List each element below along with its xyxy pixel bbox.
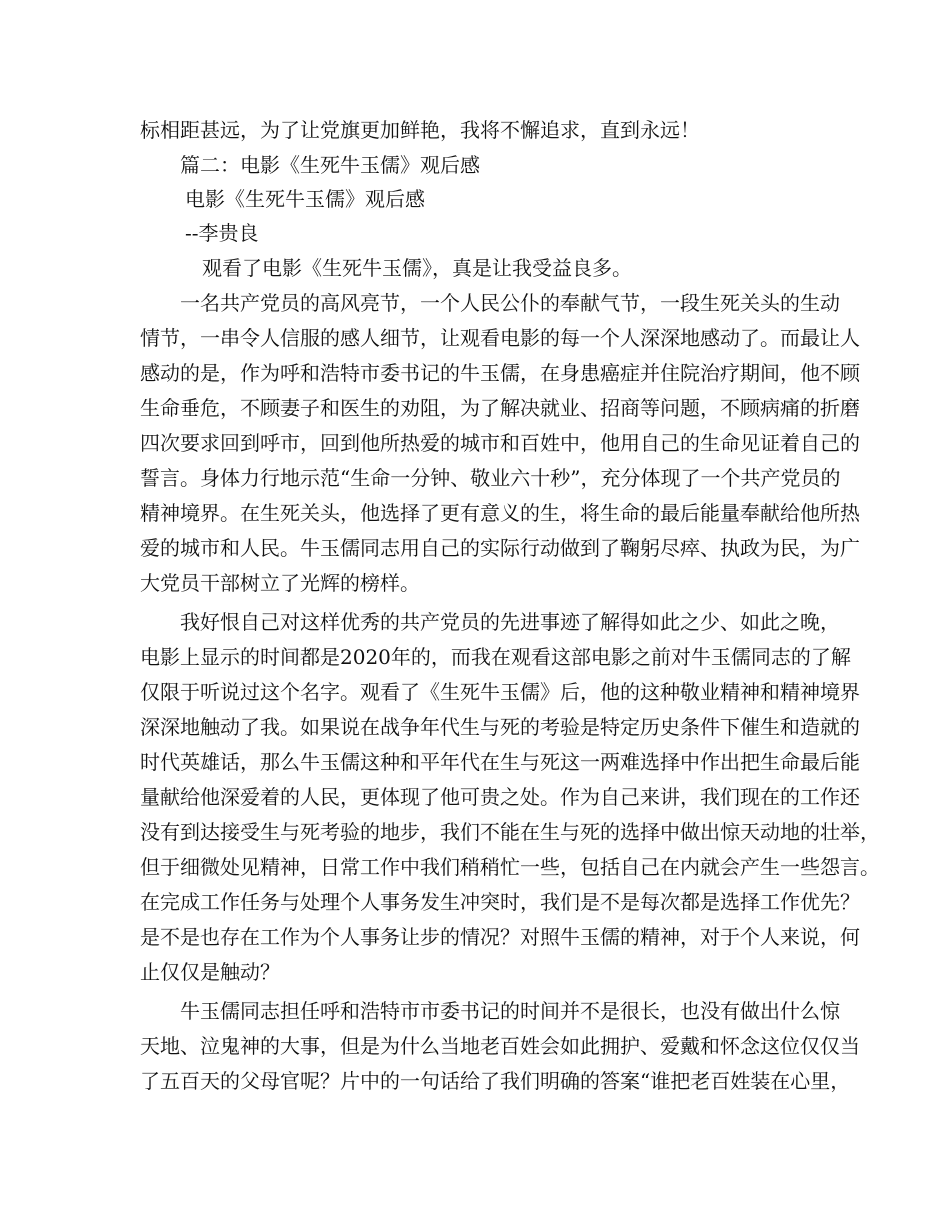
text-line: 观看了电影《生死牛玉儒》，真是让我受益良多。 [202, 256, 632, 280]
article-title: 电影《生死牛玉儒》观后感 [185, 187, 425, 211]
text-line: 了五百天的父母官呢？片中的一句话给了我们明确的答案“谁把老百姓装在心里， [140, 1069, 851, 1093]
text-line: 精神境界。在生死关头，他选择了更有意义的生，将生命的最后能量奉献给他所热 [140, 501, 860, 525]
text-line: 深深地触动了我。如果说在战争年代生与死的考验是特定历史条件下催生和造就的 [140, 715, 860, 739]
text-line: 量献给他深爱着的人民，更体现了他可贵之处。作为自己来讲，我们现在的工作还 [140, 785, 860, 809]
text-line: 但于细微处见精神，日常工作中我们稍稍忙一些，包括自己在内就会产生一些怨言。 [140, 855, 880, 879]
text-line: 在完成工作任务与处理个人事务发生冲突时，我们是不是每次都是选择工作优先？ [140, 890, 860, 914]
text-line: 誓言。身体力行地示范“生命一分钟、敬业六十秒”，充分体现了一个共产党员的 [140, 466, 841, 490]
text-line: 时代英雄话，那么牛玉儒这种和平年代在生与死这一两难选择中作出把生命最后能 [140, 750, 860, 774]
text-line: 情节，一串令人信服的感人细节，让观看电影的每一个人深深地感动了。而最让人 [140, 326, 860, 350]
text-line: 四次要求回到呼市，回到他所热爱的城市和百姓中，他用自己的生命见证着自己的 [140, 431, 860, 455]
text-line: 电影上显示的时间都是2020年的，而我在观看这部电影之前对牛玉儒同志的了解 [140, 645, 851, 669]
article-author: --李贵良 [185, 221, 259, 245]
text-line: 没有到达接受生与死考验的地步，我们不能在生与死的选择中做出惊天动地的壮举， [140, 820, 880, 844]
text-line: 大党员干部树立了光辉的榜样。 [140, 571, 420, 595]
text-line: 是不是也存在工作为个人事务让步的情况？对照牛玉儒的精神，对于个人来说，何 [140, 925, 860, 949]
text-line: 标相距甚远，为了让党旗更加鲜艳，我将不懈追求，直到永远！ [140, 118, 700, 142]
text-line: 止仅仅是触动？ [140, 960, 280, 984]
text-line: 生命垂危，不顾妻子和医生的劝阻，为了解决就业、招商等问题，不顾病痛的折磨 [140, 396, 860, 420]
text-line: 感动的是，作为呼和浩特市委书记的牛玉儒，在身患癌症并住院治疗期间，他不顾 [140, 361, 860, 385]
text-line: 牛玉儒同志担任呼和浩特市市委书记的时间并不是很长，也没有做出什么惊 [180, 999, 840, 1023]
section-heading: 篇二：电影《生死牛玉儒》观后感 [180, 153, 480, 177]
text-line: 一名共产党员的高风亮节，一个人民公仆的奉献气节，一段生死关头的生动 [180, 291, 840, 315]
text-line: 天地、泣鬼神的大事，但是为什么当地老百姓会如此拥护、爱戴和怀念这位仅仅当 [140, 1034, 860, 1058]
text-line: 仅限于听说过这个名字。观看了《生死牛玉儒》后，他的这种敬业精神和精神境界 [140, 680, 860, 704]
text-line: 我好恨自己对这样优秀的共产党员的先进事迹了解得如此之少、如此之晚， [180, 610, 840, 634]
text-line: 爱的城市和人民。牛玉儒同志用自己的实际行动做到了鞠躬尽瘁、执政为民，为广 [140, 536, 860, 560]
